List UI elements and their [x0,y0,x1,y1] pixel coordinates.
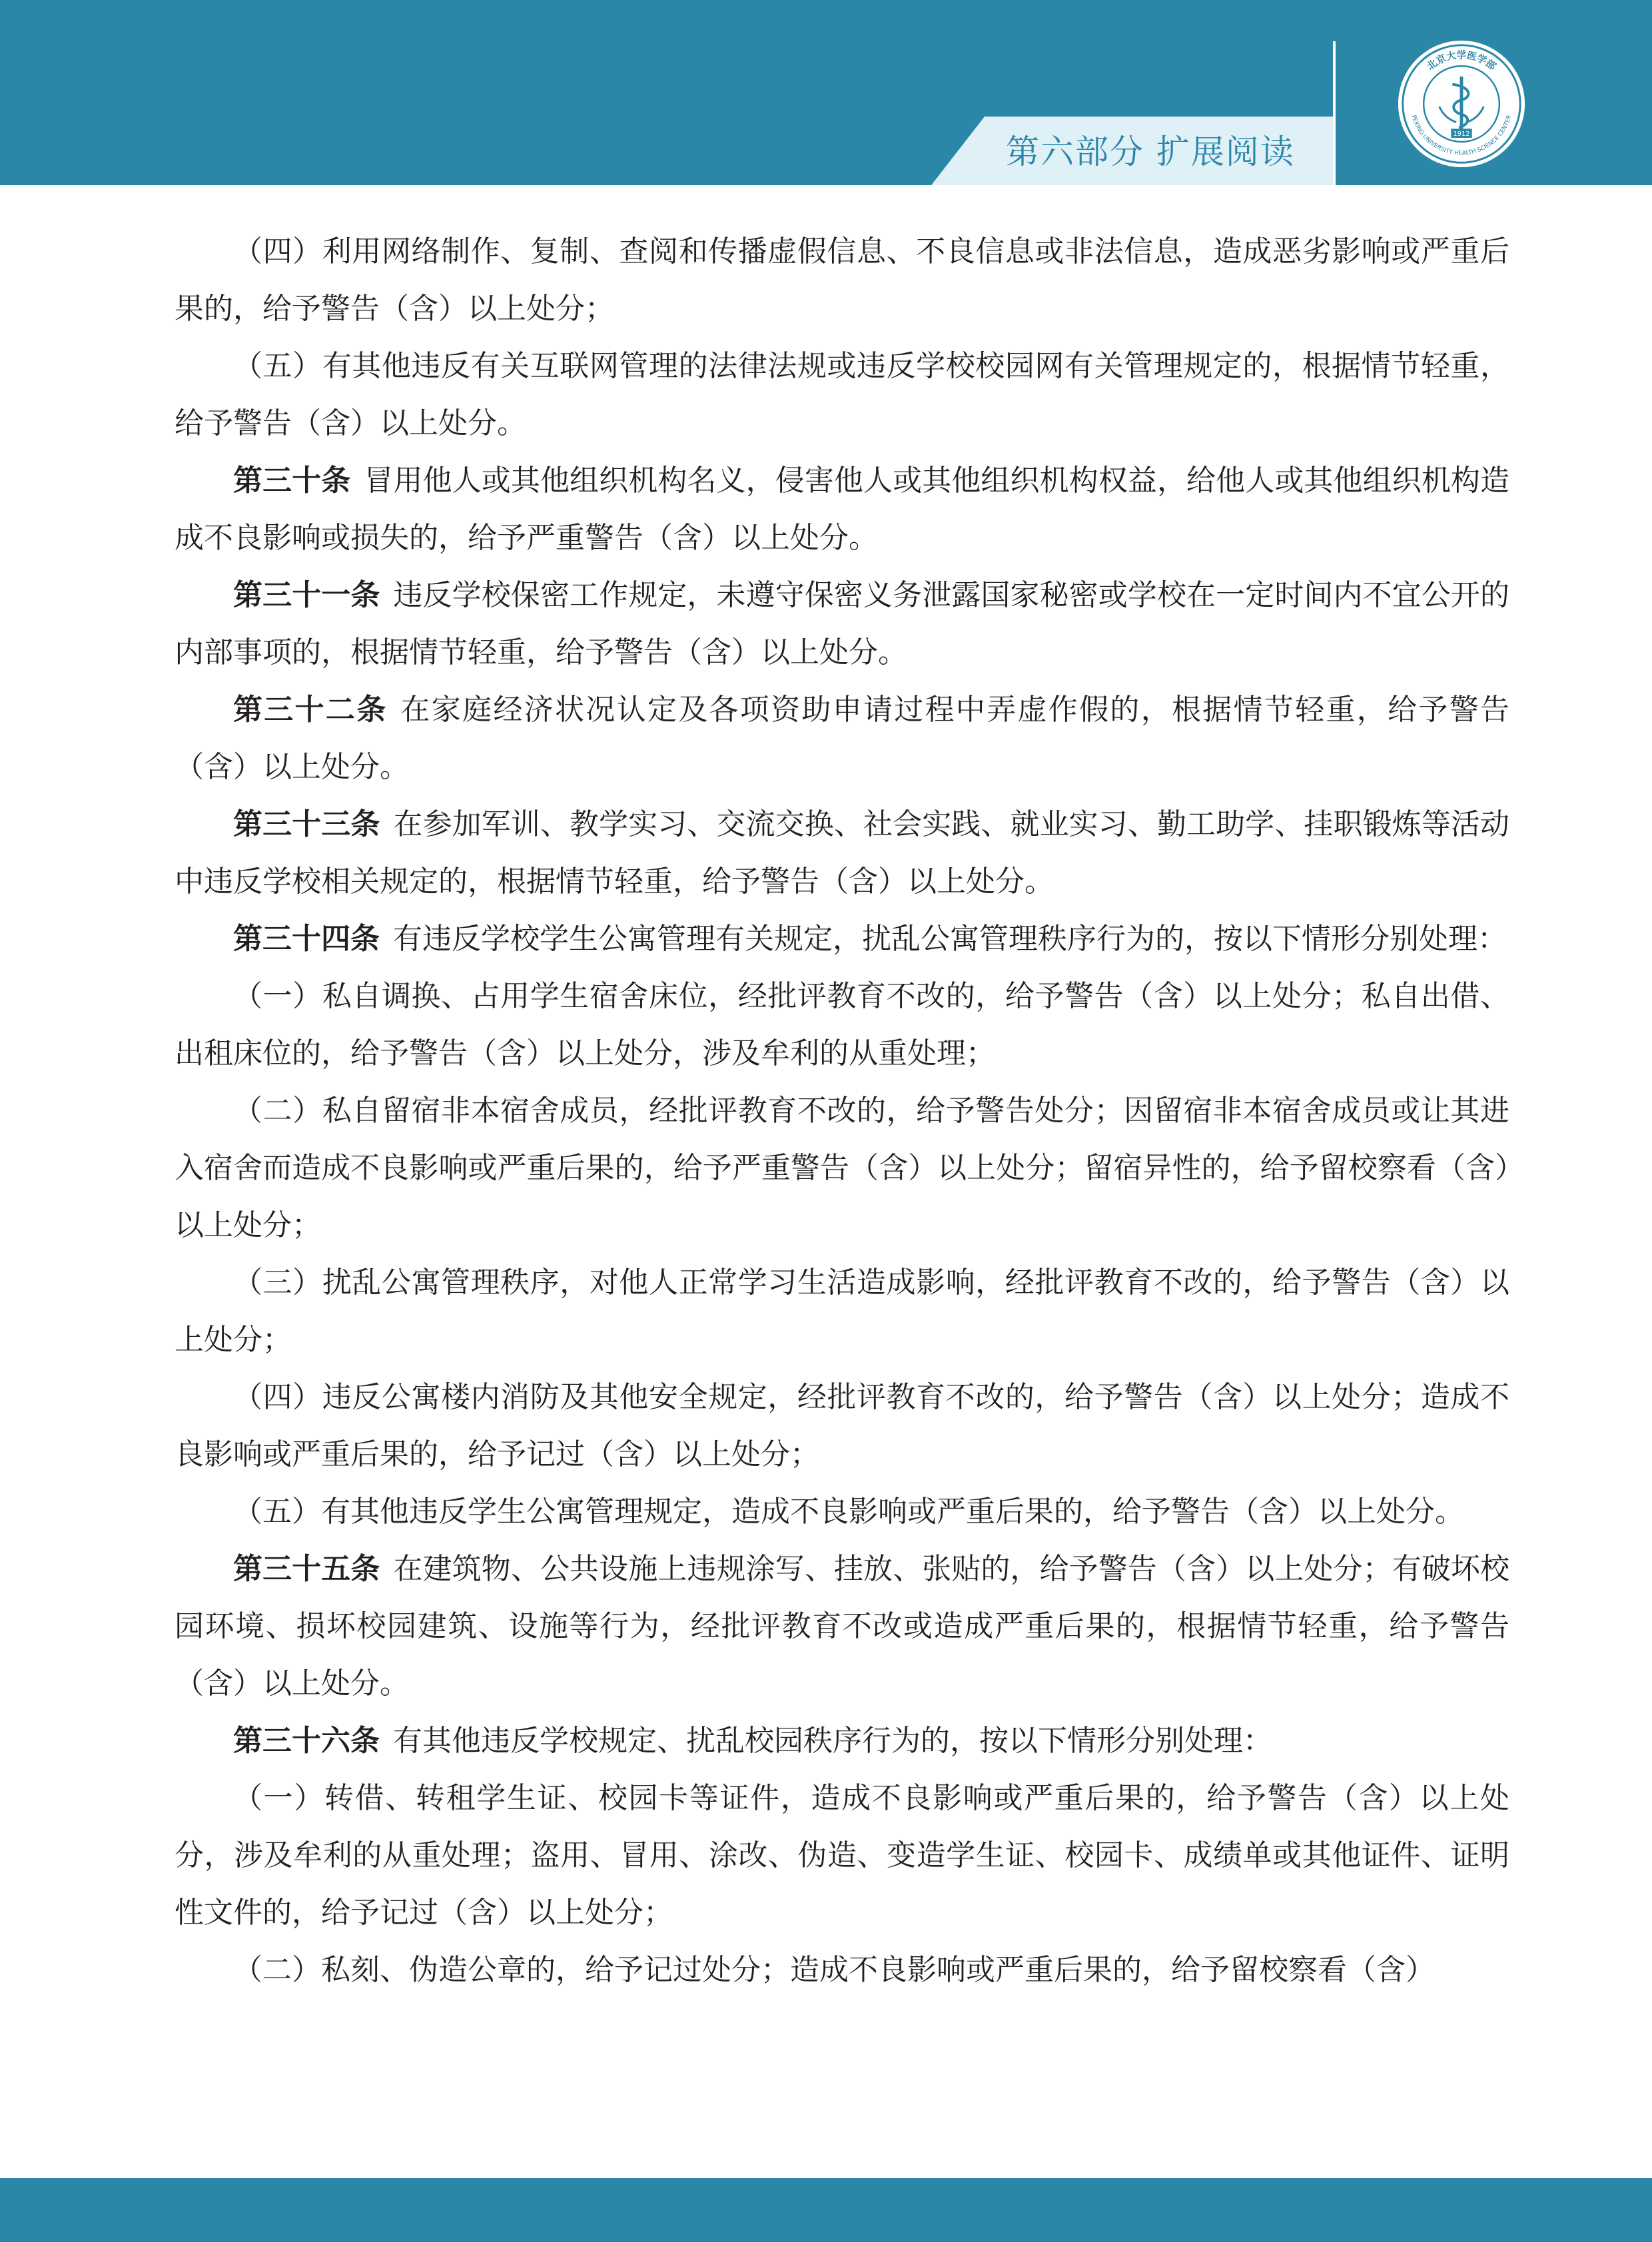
seal-lettering: 北京大学医学部 [1425,49,1498,73]
paragraph-text: （五）有其他违反学生公寓管理规定，造成不良影响或严重后果的，给予警告（含）以上处分。 [233,1495,1464,1529]
article-number: 第三十条 [233,464,351,498]
clause-paragraph [175,1483,1509,1541]
paragraph-text: 有其他违反学校规定、扰乱校园秩序行为的，按以下情形分别处理： [393,1724,1272,1758]
article-number: 第三十四条 [233,922,380,956]
seal-year: 1912 [1453,131,1470,139]
article-number: 第三十五条 [233,1552,380,1586]
clause-paragraph [175,1942,1509,1999]
clause-paragraph [175,1770,1509,1942]
article-paragraph [175,1712,1509,1770]
paragraph-text: （二）私刻、伪造公章的，给予记过处分；造成不良影响或严重后果的，给予留校察看（含） [233,1953,1435,1987]
article-paragraph [175,796,1509,911]
article-paragraph [175,1541,1509,1712]
paragraph-text: 在参加军训、教学实习、交流交换、社会实践、就业实习、勤工助学、挂职锻炼等活动中违反学校相关规定的，根据情节轻重，给予警告（含）以上处分。 [175,807,1510,899]
footer-band [0,2178,1652,2242]
paragraph-text: （五）有其他违反有关互联网管理的法律法规或违反学校校园网有关管理规定的，根据情节轻重，给予警告（含）以上处分。 [175,349,1509,440]
paragraph-text: 有违反学校学生公寓管理有关规定，扰乱公寓管理秩序行为的，按以下情形分别处理： [393,922,1507,956]
clause-paragraph [175,338,1509,452]
paragraph-text: （二）私自留宿非本宿舍成员，经批评教育不改的，给予警告处分；因留宿非本宿舍成员或让其进入宿舍而造成不良影响或严重后果的，给予严重警告（含）以上处分；留宿异性的，给予留校察看（含）以上处分； [175,1094,1509,1242]
article-number: 第三十一条 [233,578,380,612]
article-paragraph [175,567,1509,681]
article-paragraph [175,911,1509,968]
university-seal-icon [1396,39,1527,169]
article-number: 第三十三条 [233,807,380,841]
clause-paragraph [175,968,1509,1082]
paragraph-text: （四）利用网络制作、复制、查阅和传播虚假信息、不良信息或非法信息，造成恶劣影响或严重后果的，给予警告（含）以上处分； [175,234,1509,326]
paragraph-text: 在建筑物、公共设施上违规涂写、挂放、张贴的，给予警告（含）以上处分；有破坏校园环境、损坏校园建筑、设施等行为，经批评教育不改或造成严重后果的，根据情节轻重，给予警告（含）以上处分。 [175,1552,1510,1700]
article-paragraph [175,452,1509,567]
clause-paragraph [175,1254,1509,1369]
section-title: 第六部分 扩展阅读 [1006,133,1295,171]
document-body [175,223,1509,1999]
seal-lettering-en: PEKING UNIVERSITY HEALTH SCIENCE CENTER [1410,114,1513,157]
paragraph-text: 在家庭经济状况认定及各项资助申请过程中弄虚作假的，根据情节轻重，给予警告（含）以上处分。 [175,693,1509,784]
article-number: 第三十六条 [233,1724,380,1758]
paragraph-text: 冒用他人或其他组织机构名义，侵害他人或其他组织机构权益，给他人或其他组织机构造成不良影响或损失的，给予严重警告（含）以上处分。 [175,464,1510,555]
paragraph-text: （一）私自调换、占用学生宿舍床位，经批评教育不改的，给予警告（含）以上处分；私自出借、出租床位的，给予警告（含）以上处分，涉及牟利的从重处理； [175,979,1509,1070]
clause-paragraph [175,1082,1509,1254]
paragraph-text: （一）转借、转租学生证、校园卡等证件，造成不良影响或严重后果的，给予警告（含）以上处分，涉及牟利的从重处理；盗用、冒用、涂改、伪造、变造学生证、校园卡、成绩单或其他证件、证明性文件的，给予记过（含）以上处分； [175,1781,1509,1930]
article-number: 第三十二条 [233,693,388,727]
header-divider [1333,41,1336,185]
article-paragraph [175,681,1509,796]
paragraph-text: （四）违反公寓楼内消防及其他安全规定，经批评教育不改的，给予警告（含）以上处分；造成不良影响或严重后果的，给予记过（含）以上处分； [175,1380,1509,1471]
paragraph-text: 违反学校保密工作规定，未遵守保密义务泄露国家秘密或学校在一定时间内不宜公开的内部事项的，根据情节轻重，给予警告（含）以上处分。 [175,578,1510,669]
clause-paragraph [175,223,1509,338]
paragraph-text: （三）扰乱公寓管理秩序，对他人正常学习生活造成影响，经批评教育不改的，给予警告（含）以上处分； [175,1266,1509,1357]
clause-paragraph [175,1369,1509,1483]
